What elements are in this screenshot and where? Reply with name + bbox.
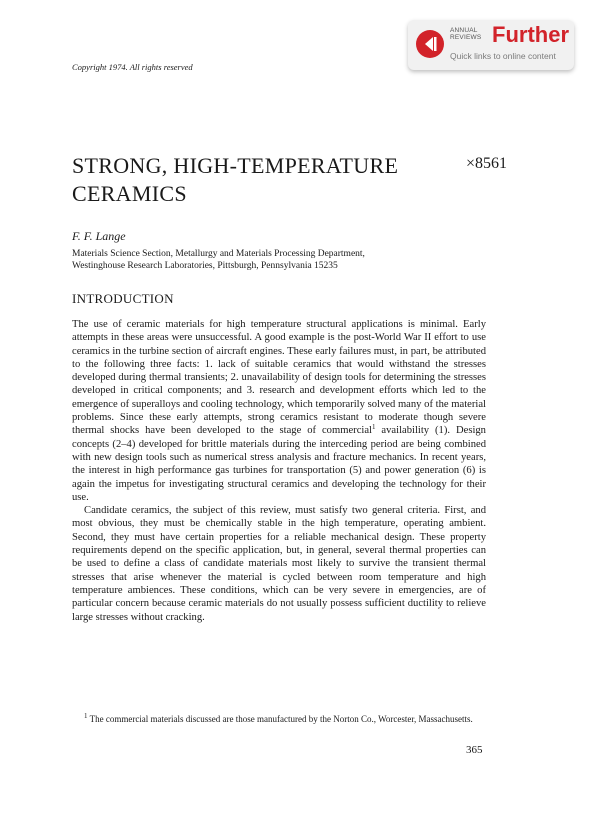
section-heading: INTRODUCTION <box>72 291 174 306</box>
author-affiliation: Materials Science Section, Metallurgy and Materials Processing Department, Westinghouse Research Laboratories, Pittsburgh, Pennsylvania 15235 <box>72 249 365 271</box>
annual-reviews-logo-text: ANNUAL REVIEWS <box>450 27 482 41</box>
further-label: Further <box>492 22 569 47</box>
annual-reviews-further-badge[interactable] <box>408 20 574 70</box>
article-number: ×8561 <box>466 155 508 172</box>
copyright-notice: Copyright 1974. All rights reserved <box>72 62 193 72</box>
author-name: F. F. Lange <box>72 229 126 243</box>
article-title: STRONG, HIGH-TEMPERATURE CERAMICS <box>72 153 399 206</box>
paragraph: Candidate ceramics, the subject of this review, must satisfy two general criteria. First, and most obvious, they must be chemically stable in the high temperature, operating ambient. Second, they must have certain properties for a reliable mechanical design. These property requirements depend on the specific application, but, in general, several thermal properties can be used to define a class of candidate materials most likely to survive the transient thermal stresses that arise whenever the material is cycled between room temperature and high temperature ambiences. These conditions, which can be very severe in emergencies, are of particular concern because ceramic materials do not usually possess sufficient ductility to relieve large stresses without cracking. <box>72 505 486 623</box>
paragraph: The use of ceramic materials for high temperature structural applications is minimal. Early attempts in these areas were unsuccessful. A good example is the post-World War II effort to use ceramics in the turbine section of aircraft engines. These early failures must, in part, be attributed to the following three facts: 1. lack of suitable ceramics that would withstand the stresses developed during thermal transients; 2. unavailability of design tools for determining the stresses developed in critical components; and 3. research and development efforts which led to the emergence of superalloys and cooling technology, which temporarily solved many of the material problems. Since these early attempts, strong ceramics resistant to moderate though severe thermal shocks have been developed to the stage of commercial$^1$ availability (1). Design concepts (2–4) developed for brittle materials during the interceding period are being combined with new design tools such as numerical stress analysis and fracture mechanics. In recent years, the interest in high performance gas turbines for transportation (5) and power generation (6) is again the impetus for investigating structural ceramics and developing the technology for their use. <box>72 319 486 503</box>
quick-links-tagline: Quick links to online content <box>450 51 556 61</box>
footnote-marker: 1 <box>371 423 376 432</box>
play-back-icon <box>416 30 444 58</box>
footnote: $^1$ The commercial materials discussed are those manufactured by the Norton Co., Worcester, Massachusetts. <box>84 712 473 724</box>
body-text <box>72 318 486 624</box>
page-number: 365 <box>466 744 483 756</box>
